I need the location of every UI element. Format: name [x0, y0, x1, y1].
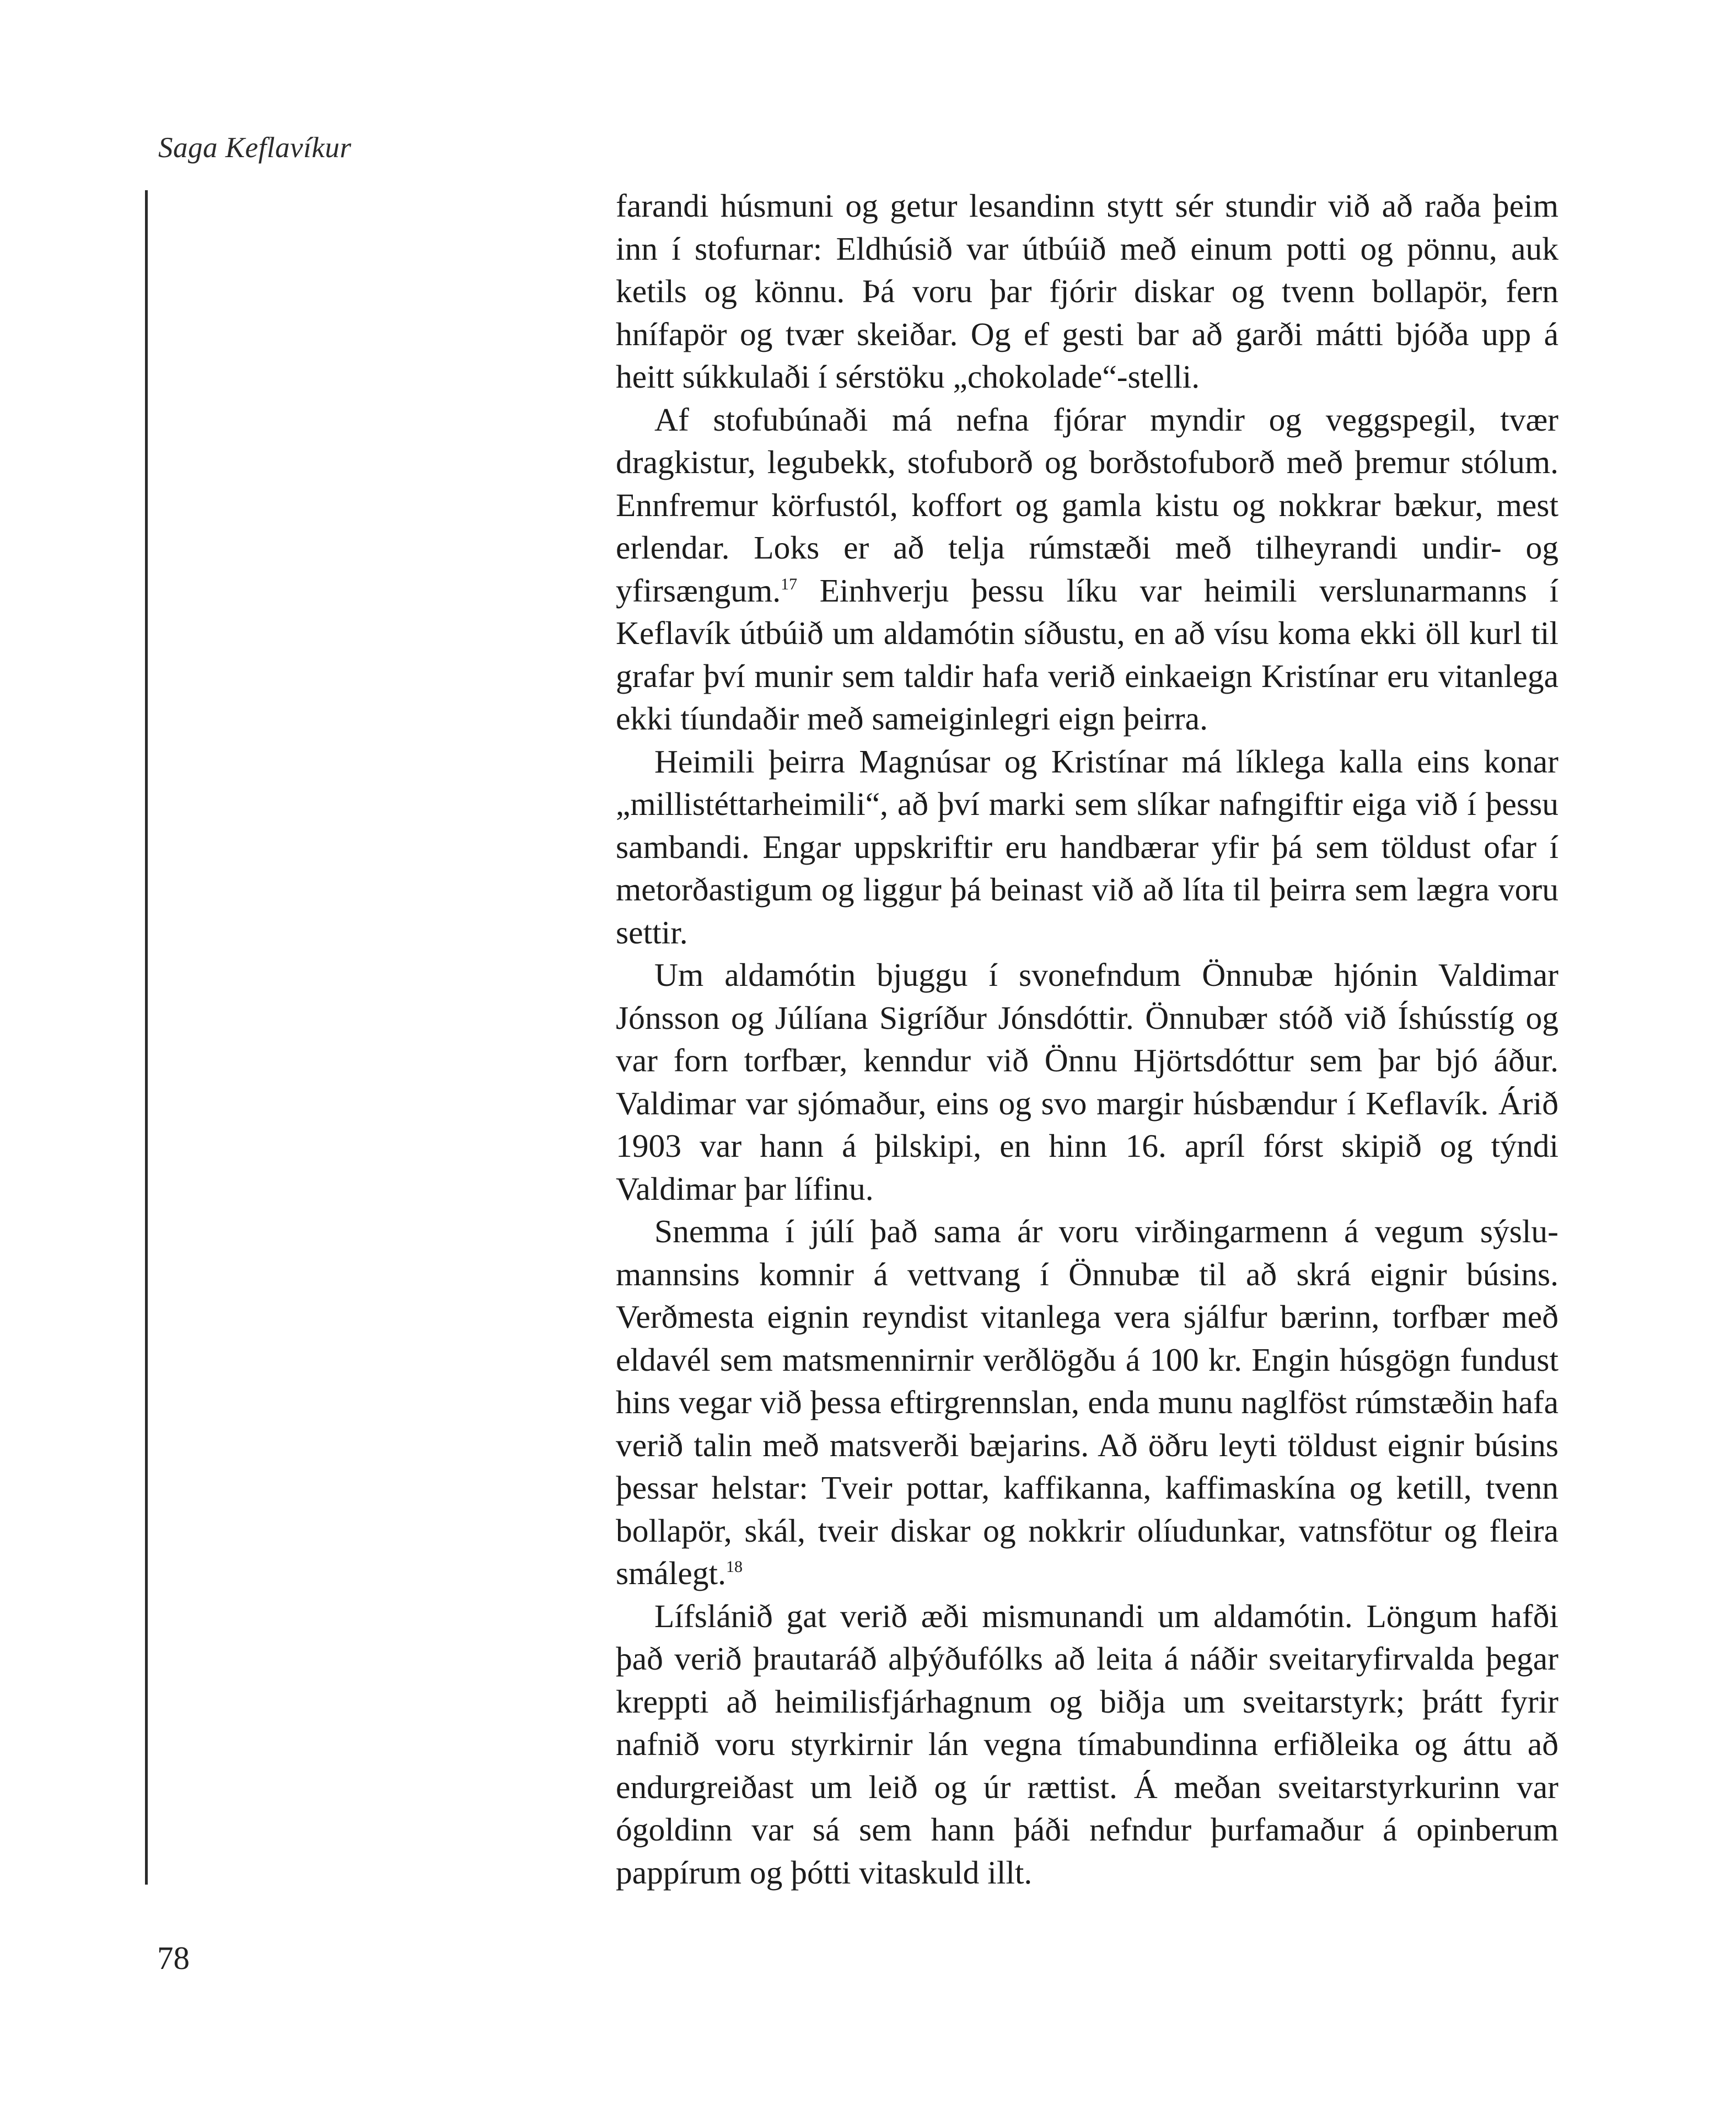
- body-text: [616, 185, 1558, 1894]
- page-number: 78: [157, 1940, 190, 1976]
- paragraph-text: Einhverju þessu líku var heimili verslunarmanns í Keflavík útbúið um aldamótin síðustu, en að vísu koma ekki öll kurl til grafar því munir sem taldir hafa verið einkaeign Kristínar eru vitanlega ekki tíundaðir með sameiginlegri eign þeirra.: [616, 572, 1558, 737]
- paragraph-text: farandi húsmuni og getur lesandinn stytt sér stundir við að raða þeim inn í stofurnar: Eldhúsið var útbúið með einum potti og pönnu, auk ketils og könnu. Þá voru þar fjórir diskar og tvenn bollapör, fern hnífapör og tvær skeiðar. Og ef gesti bar að garði mátti bjóða upp á heitt súkkulaði í sérstöku „chokolade“-stelli.: [616, 187, 1558, 395]
- footnote-marker-17: 17: [781, 575, 798, 593]
- paragraph-6: [616, 1595, 1558, 1895]
- paragraph-5: [616, 1210, 1558, 1595]
- paragraph-1: [616, 185, 1558, 399]
- paragraph-4: [616, 954, 1558, 1210]
- paragraph-text: Heimili þeirra Magnúsar og Kristínar má líklega kalla eins konar „millistéttarheimili“, að því marki sem slíkar nafngiftir eiga við í þessu sambandi. Engar uppskriftir eru handbærar yfir þá sem töldust ofar í metorðastigum og liggur þá beinast við að líta til þeirra sem lægra voru settir.: [616, 743, 1558, 951]
- paragraph-text: Lífslánið gat verið æði mismunandi um aldamótin. Löngum hafði það verið þrautaráð alþýðufólks að leita á náðir sveitaryfirvalda þegar kreppti að heimilisfjárhagnum og biðja um sveitarstyrk; þrátt fyrir nafnið voru styrkirnir lán vegna tímabundinna erfiðleika og áttu að endurgreiðast um leið og úr rættist. Á meðan sveitarstyrkurinn var ógoldinn var sá sem hann þáði nefndur þurfamaður á opinberum pappírum og þótti vitaskuld illt.: [616, 1597, 1558, 1891]
- paragraph-text: Af stofubúnaði má nefna fjórar myndir og veggspegil, tvær dragkistur, legubekk, stofuborð og borðstofuborð með þremur stólum. Ennfremur körfustól, koffort og gamla kistu og nokkrar bækur, mest erlendar. Loks er að telja rúmstæði með tilheyrandi undir- og yfirsængum.: [616, 401, 1558, 609]
- running-head: Saga Keflavíkur: [158, 132, 352, 164]
- paragraph-text: Um aldamótin bjuggu í svonefndum Önnubæ hjónin Valdimar Jónsson og Júlíana Sigríður Jónsdóttir. Önnubær stóð við Íshússtíg og var forn torfbær, kenndur við Önnu Hjörtsdóttur sem þar bjó áður. Valdimar var sjómaður, eins og svo margir húsbændur í Keflavík. Árið 1903 var hann á þilskipi, en hinn 16. apríl fórst skipið og týndi Valdimar þar lífinu.: [616, 957, 1558, 1207]
- margin-rule: [145, 190, 148, 1885]
- paragraph-2: [616, 399, 1558, 740]
- paragraph-text: Snemma í júlí það sama ár voru virðingarmenn á vegum sýslumannsins komnir á vettvang í Önnubæ til að skrá eignir búsins. Verðmesta eignin reyndist vitanlega vera sjálfur bærinn, torfbær með eldavél sem matsmennirnir verðlögðu á 100 kr. Engin húsgögn fundust hins vegar við þessa eftirgrennslan, enda munu naglföst rúmstæðin hafa verið talin með matsverði bæjarins. Að öðru leyti töldust eignir búsins þessar helstar: Tveir pottar, kaffikanna, kaffimaskína og ketill, tvenn bollapör, skál, tveir diskar og nokkrir olíudunkar, vatnsfötur og fleira smálegt.: [616, 1213, 1558, 1591]
- footnote-marker-18: 18: [725, 1558, 743, 1576]
- paragraph-3: [616, 740, 1558, 954]
